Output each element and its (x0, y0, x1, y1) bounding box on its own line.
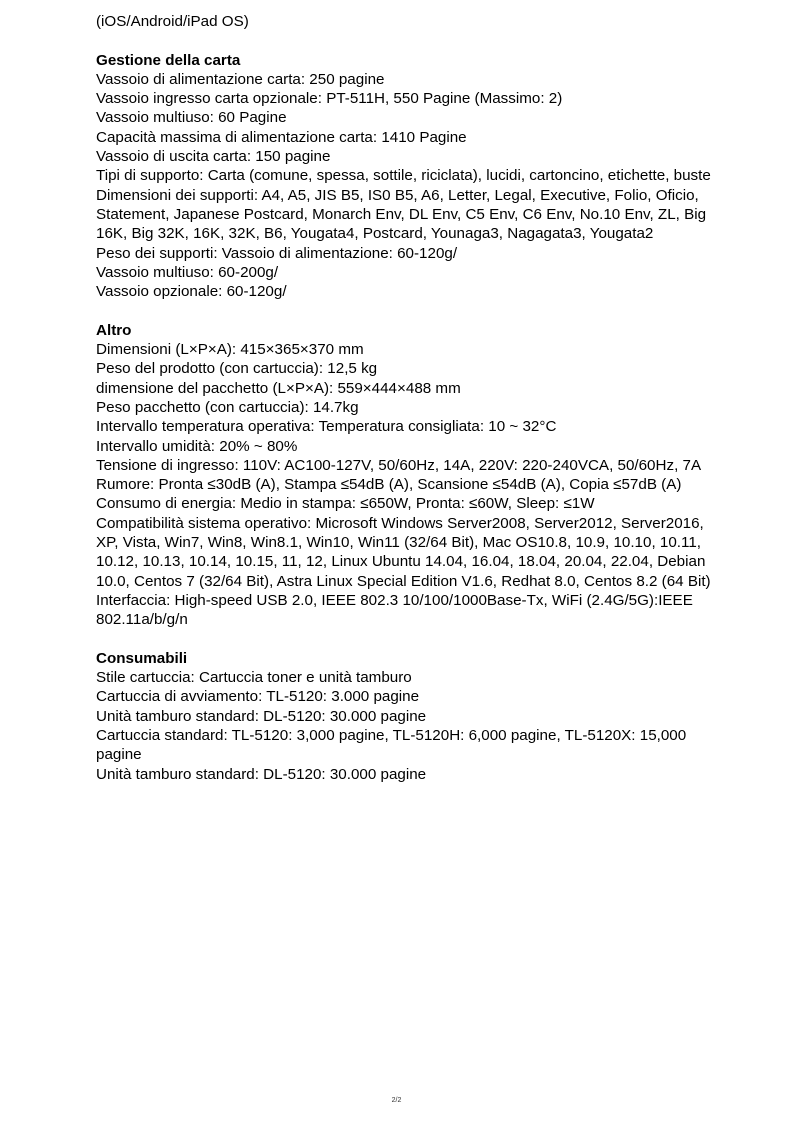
spacer (96, 31, 756, 50)
spec-line: 16K, Big 32K, 16K, 32K, B6, Yougata4, Postcard, Younaga3, Nagagata3, Yougata2 (96, 225, 654, 243)
spec-line: dimensione del pacchetto (L×P×A): 559×444×488 mm (96, 379, 461, 397)
spec-line: Interfaccia: High-speed USB 2.0, IEEE 802.3 10/100/1000Base-Tx, WiFi (2.4G/5G):IEEE (96, 591, 693, 609)
document-body (96, 12, 756, 784)
spec-line: Consumo di energia: Medio in stampa: ≤650W, Pronta: ≤60W, Sleep: ≤1W (96, 495, 595, 513)
spec-line: Compatibilità sistema operativo: Microsoft Windows Server2008, Server2012, Server2016, (96, 514, 704, 532)
spec-line: Intervallo temperatura operativa: Temperatura consigliata: 10 ~ 32°C (96, 418, 557, 436)
section-title-altro: Altro (96, 321, 132, 339)
spec-line: XP, Vista, Win7, Win8, Win8.1, Win10, Win11 (32/64 Bit), Mac OS10.8, 10.9, 10.10, 10.11, (96, 534, 701, 552)
spacer (96, 630, 756, 649)
spec-line: Dimensioni (L×P×A): 415×365×370 mm (96, 341, 364, 359)
spec-line: Intervallo umidità: 20% ~ 80% (96, 437, 298, 455)
spec-line: Tensione di ingresso: 110V: AC100-127V, 50/60Hz, 14A, 220V: 220-240VCA, 50/60Hz, 7A (96, 456, 702, 474)
spec-line: 10.0, Centos 7 (32/64 Bit), Astra Linux Special Edition V1.6, Redhat 8.0, Centos 8.2 (64 Bit) (96, 572, 711, 590)
spec-line: Vassoio multiuso: 60-200g/ (96, 263, 279, 281)
spec-line: Cartuccia di avviamento: TL-5120: 3.000 pagine (96, 688, 420, 706)
spec-line: Vassoio di uscita carta: 150 pagine (96, 148, 331, 166)
spec-line: Stile cartuccia: Cartuccia toner e unità tamburo (96, 669, 412, 687)
spec-line: Unità tamburo standard: DL-5120: 30.000 pagine (96, 707, 427, 725)
spec-line: Peso del prodotto (con cartuccia): 12,5 kg (96, 360, 378, 378)
spec-line: Vassoio ingresso carta opzionale: PT-511H, 550 Pagine (Massimo: 2) (96, 90, 563, 108)
spec-line: Peso dei supporti: Vassoio di alimentazione: 60-120g/ (96, 244, 458, 262)
spec-line: Rumore: Pronta ≤30dB (A), Stampa ≤54dB (A), Scansione ≤54dB (A), Copia ≤57dB (A) (96, 476, 682, 494)
spec-line: Vassoio multiuso: 60 Pagine (96, 109, 287, 127)
spec-line: Vassoio opzionale: 60-120g/ (96, 283, 287, 301)
intro-line: (iOS/Android/iPad OS) (96, 13, 249, 30)
spec-line: Unità tamburo standard: DL-5120: 30.000 pagine (96, 765, 427, 783)
section-title-gestione-carta: Gestione della carta (96, 51, 241, 69)
spec-line: Capacità massima di alimentazione carta: 1410 Pagine (96, 128, 467, 146)
section-title-consumabili: Consumabili (96, 649, 188, 667)
spec-line: 802.11a/b/g/n (96, 611, 188, 629)
spec-line: Peso pacchetto (con cartuccia): 14.7kg (96, 398, 359, 416)
spec-line: Vassoio di alimentazione carta: 250 pagine (96, 70, 385, 88)
spec-line: Dimensioni dei supporti: A4, A5, JIS B5, IS0 B5, A6, Letter, Legal, Executive, Folio, Oficio, (96, 186, 699, 204)
spacer (96, 301, 756, 320)
spec-line: Statement, Japanese Postcard, Monarch Env, DL Env, C5 Env, C6 Env, No.10 Env, ZL, Big (96, 205, 707, 223)
spec-line: pagine (96, 746, 142, 764)
spec-line: Cartuccia standard: TL-5120: 3,000 pagine, TL-5120H: 6,000 pagine, TL-5120X: 15,000 (96, 726, 687, 744)
spec-line: Tipi di supporto: Carta (comune, spessa, sottile, riciclata), lucidi, cartoncino, etichette, buste (96, 167, 711, 185)
page-number: 2/2 (391, 1097, 402, 1104)
spec-line: 10.12, 10.13, 10.14, 10.15, 11, 12, Linux Ubuntu 14.04, 16.04, 18.04, 20.04, 22.04, Debian (96, 553, 706, 571)
